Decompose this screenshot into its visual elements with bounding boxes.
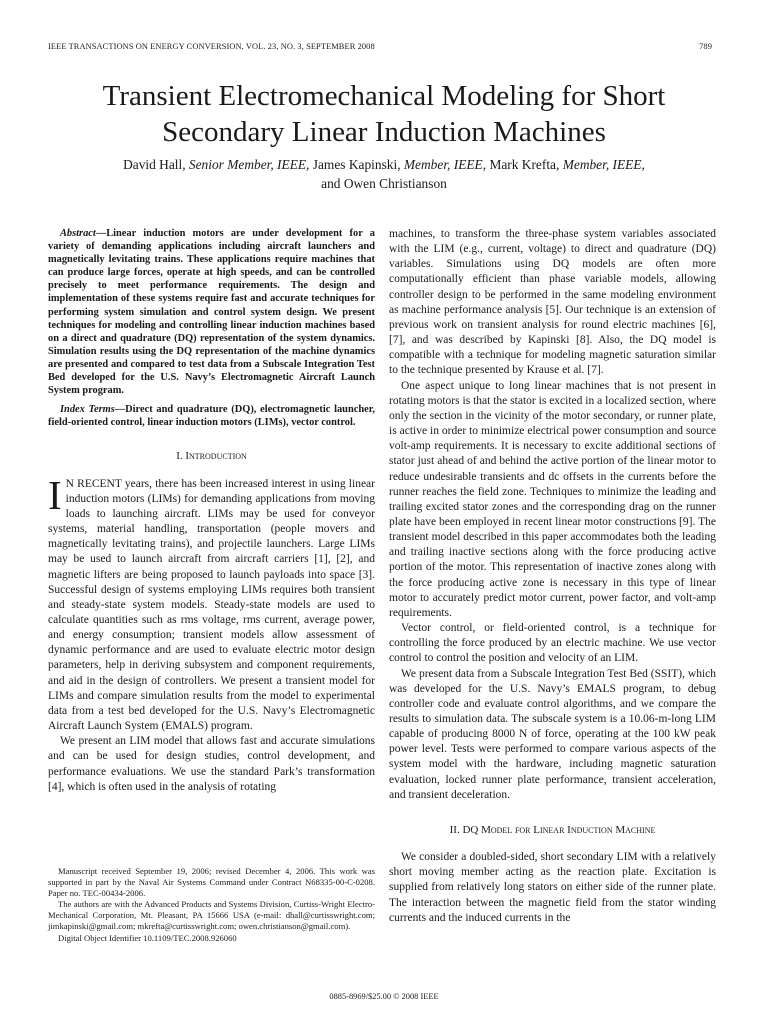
author-4: and Owen Christianson xyxy=(321,176,447,191)
right-column xyxy=(389,227,716,926)
footnote-affiliation: The authors are with the Advanced Products and Systems Division, Curtiss-Wright Electro-Mechanical Corporation, Mt. Pleasant, PA 15666 USA (e-mail: dhall@curtisswright.com; jimkapinski@gmail.com; mkrefta@curtisswright.com; owen.christianson@gmail.com). xyxy=(48,899,375,932)
author-3-role: Member, IEEE, xyxy=(562,157,645,172)
index-terms-text: —Direct and quadrature (DQ), electromagnetic launcher, field-oriented control, linear induction motors (LIMs), vector control. xyxy=(48,404,375,429)
author-1: David Hall, xyxy=(123,157,186,172)
section-2-title: DQ Model for Linear Induction Machine xyxy=(462,823,656,836)
intro-paragraph-2-continued: machines, to transform the three-phase system variables associated with the LIM (e.g., current, voltage) to direct and quadrature (DQ) variables. Simulations using DQ models are often more computationally efficient than phase variable models, allowing controller design to be performed in the same modeling environment as machine performance analysis [5]. Our technique is an extension of previous work on transient analysis for round electric machines [6], [7], and was described by Kapinski [8]. Also, the DQ model is compatible with a technique for modeling magnetic saturation similar to the technique presented by Krause et al. [7]. xyxy=(389,228,716,377)
title-line-2: Secondary Linear Induction Machines xyxy=(162,116,606,148)
section-heading-dq-model xyxy=(389,823,716,838)
section-1-number: I. xyxy=(176,450,183,463)
intro-paragraph-2: We present an LIM model that allows fast and accurate simulations and can be used for design studies, control development, and performance evaluations. We use the standard Park’s transformation [4], which is often used in the analysis of rotating xyxy=(48,735,375,793)
author-2-role: Member, IEEE, xyxy=(403,157,487,172)
section-heading-introduction xyxy=(48,449,375,464)
intro-paragraph-5: We present data from a Subscale Integration Test Bed (SSIT), which was developed for the U.S. Navy’s EMALS program, to debug controller code and evaluate control algorithms, and we compare the results to simulation data. The subscale system is a 10.06-m-long LIM capable of producing 8000 N of force, operating at the 100 kW peak power level. Tests were performed to compare various aspects of the system model with the hardware, including magnetic saturation evaluation, locked runner plate performance, transient acceleration, and transient deceleration. xyxy=(389,667,716,801)
abstract xyxy=(48,227,375,397)
drop-cap: I xyxy=(48,471,62,518)
index-terms-label: Index Terms xyxy=(60,404,115,416)
section-1-title: Introduction xyxy=(185,450,247,463)
index-terms xyxy=(48,403,375,429)
running-head xyxy=(48,42,712,51)
section-2-number: II. xyxy=(449,823,460,836)
left-column xyxy=(48,227,375,795)
author-1-role: Senior Member, IEEE, xyxy=(188,157,310,172)
author-3: Mark Krefta, xyxy=(489,157,560,172)
abstract-text: —Linear induction motors are under development for a variety of demanding applications including aircraft launchers and magnetically levitating trains. These applications require machines that can produce large forces, operate at high speeds, and can be controlled precisely to meet performance requirements. The design and implementation of these systems require fast and accurate techniques for performing system simulation and control system design. We present techniques for modeling and controlling linear induction machines based on a direct and quadrature (DQ) representation of the system dynamics. Simulation results using the DQ representation of the machine dynamics are presented and compared to test data from a Subscale Integration Test Bed developed for the U.S. Navy’s Electromagnetic Aircraft Launch System program. xyxy=(48,228,375,397)
intro-paragraph-1 xyxy=(48,471,375,735)
title-line-1: Transient Electromechanical Modeling for Short xyxy=(102,80,666,112)
author-2: James Kapinski, xyxy=(312,157,401,172)
intro-paragraph-3: One aspect unique to long linear machines that is not present in rotating motors is that the stator is excited in a localized section, where only the section in the vicinity of the motor secondary, or runner plate, is active in order to minimize electrical power consumption and source volt-amp requirements. It is necessary to excite additional sections of stator just ahead of and behind the active portion of the linear motor to reduce undesirable transients and dc offsets in the currents before the runner reaches the field zone. Techniques to minimize the leading and trailing excited stator zones and the corresponding drag on the runner plate have been employed in recent linear motor constructions [9]. The transient model described in this paper accommodates both the leading and trailing inactive sections along with the force producing active portion of the motor. This representation of inactive zones along with the force producing active zone is necessary in this type of linear motor to accurately predict motor current, power factor, and volt-amp requirements. xyxy=(389,379,716,619)
footnote-manuscript: Manuscript received September 19, 2006; revised December 4, 2006. This work was supported in part by the Naval Air Systems Command under Contract N68335-00-C-0208. Paper no. TEC-00434-2006. xyxy=(48,866,375,899)
author-list xyxy=(60,155,708,193)
paper-title xyxy=(40,78,728,150)
copyright-footer: 0885-8969/$25.00 © 2008 IEEE xyxy=(329,992,439,1001)
section-2-paragraph-1: We consider a doubled-sided, short secondary LIM with a relatively short moving member acting as the reaction plate. Excitation is supplied from relatively long stators on either side of the runner plate. The interaction between the magnetic field from the stator winding currents and the induced currents in the xyxy=(389,851,716,924)
page-number: 789 xyxy=(699,42,712,51)
journal-name: IEEE TRANSACTIONS ON ENERGY CONVERSION, VOL. 23, NO. 3, SEPTEMBER 2008 xyxy=(48,42,375,51)
abstract-label: Abstract xyxy=(60,228,96,239)
footnote-doi: Digital Object Identifier 10.1109/TEC.2008.926060 xyxy=(58,932,237,943)
intro-paragraph-4: Vector control, or field-oriented control, is a technique for controlling the force produced by an electric machine. We use vector control to control the position and velocity of an LIM. xyxy=(389,622,716,665)
intro-paragraph-1-text: N RECENT years, there has been increased interest in using linear induction motors (LIMs) for demanding applications from moving loads to launching aircraft. LIMs may be used for conveyor systems, material handling, transportation (people movers and magnetically levitating trains), and projectile launchers. Large LIMs may be used to launch aircraft from aircraft carriers [1], [2], and magnetic lifters are being proposed to launch payloads into space [3]. Successful design of systems employing LIMs requires both transient and steady-state system models. Steady-state models are used to calculate quantities such as rms voltage, rms current, average power, and energy consumption; transient models allow assessment of dynamic performance and are used to evaluate electric motor design parameters, help in deriving subsystem and component requirements, and aid in the design of controllers. We present a transient model for LIMs and compare simulation results from the model to experimental data from a test bed developed for the U.S. Navy’s Electromagnetic Aircraft Launch System (EMALS) program. xyxy=(48,477,375,733)
footnotes xyxy=(48,866,375,944)
